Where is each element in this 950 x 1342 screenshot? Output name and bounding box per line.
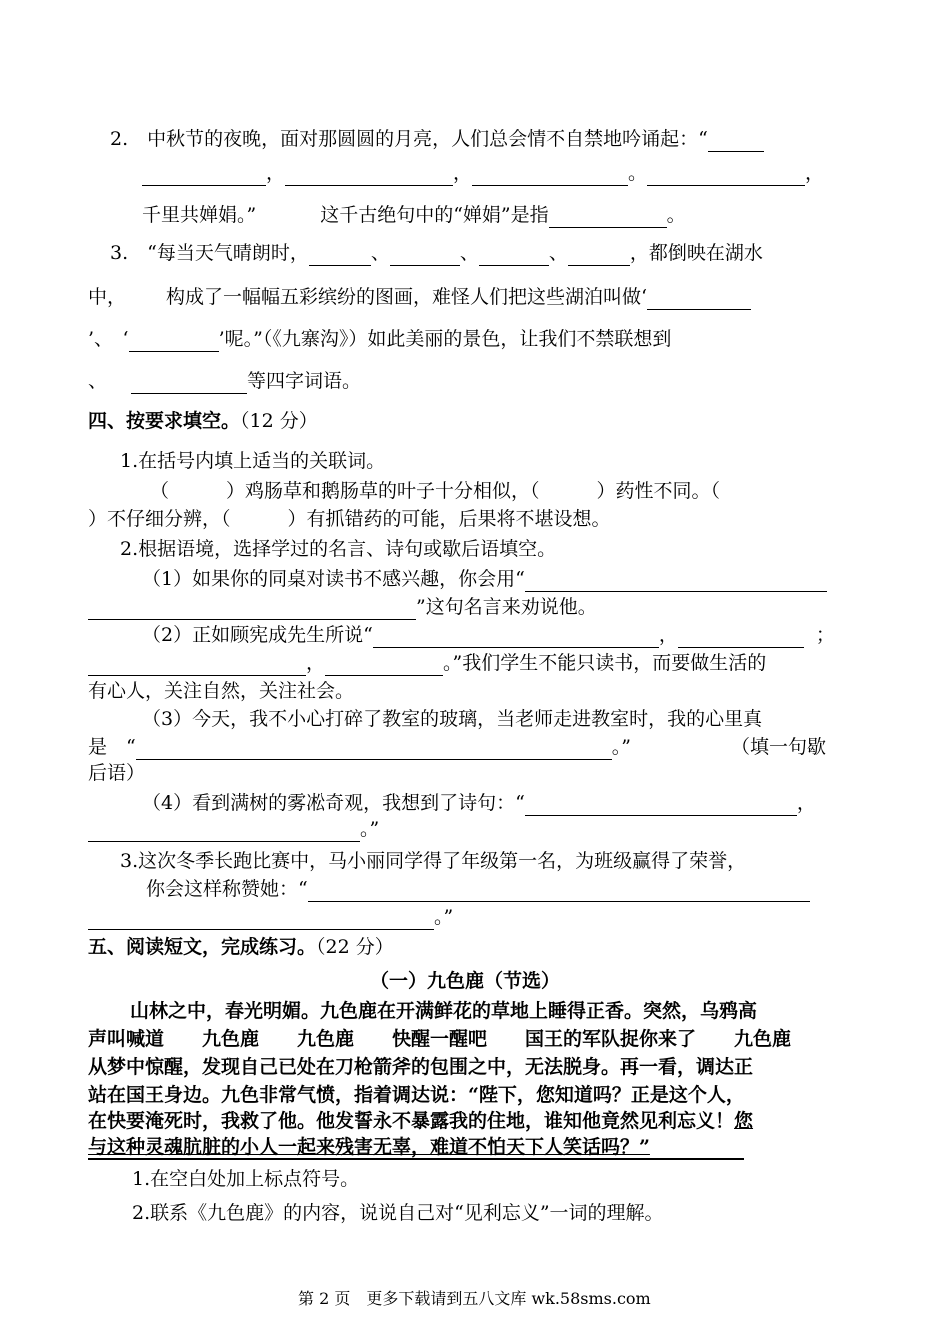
passage-line4: 站在国王身边。九色非常气愤，指着调达说：“陛下，您知道吗？正是这个人，: [88, 1084, 745, 1106]
page-footer: 第 2 页 更多下载请到五八文库 wk.58sms.com: [298, 1289, 651, 1308]
blank[interactable]: [525, 795, 797, 816]
sec4-p3-line3: 后语）: [88, 762, 146, 784]
sec4-p4-line1: （4）看到满树的雾凇奇观，我想到了诗句：“ ，: [142, 792, 816, 814]
blank[interactable]: [285, 165, 453, 186]
blank[interactable]: [373, 627, 659, 648]
q2-line1: 2. 中秋节的夜晚，面对那圆圆的月亮，人们总会情不自禁地吟诵起：“: [110, 126, 764, 152]
blank[interactable]: [309, 245, 371, 266]
sec4-item2: 2.根据语境，选择学过的名言、诗句或歇后语填空。: [120, 538, 557, 560]
sec4-item3-line3: 。”: [88, 904, 453, 930]
blank[interactable]: [525, 571, 827, 592]
sec5-question2: 2.联系《九色鹿》的内容，说说自己对“见利忘义”一词的理解。: [132, 1202, 664, 1224]
sec4-p1-line1: （1）如果你的同桌对读书不感兴趣，你会用“: [142, 566, 827, 592]
blank[interactable]: [88, 821, 360, 842]
blank[interactable]: [479, 245, 549, 266]
sec4-p2-line3: 有心人，关注自然，关注社会。: [88, 680, 355, 702]
blank[interactable]: [142, 165, 266, 186]
q2-line3: 千里共婵娟。” 这千古绝句中的“婵娟”是指 。: [142, 204, 686, 226]
passage-line3: 从梦中惊醒，发现自己已处在刀枪箭斧的包围之中，无法脱身。再一看，调达正: [88, 1056, 754, 1078]
blank[interactable]: [88, 599, 416, 620]
sec4-p2-line1: （2）正如顾宪成先生所说“ ， ；: [142, 624, 835, 646]
blank[interactable]: [129, 331, 219, 352]
blank[interactable]: [708, 131, 764, 152]
section-4-title: 四、按要求填空。（12 分）: [88, 410, 318, 432]
blank[interactable]: [549, 207, 667, 228]
sec4-p4-line2: 。”: [88, 816, 379, 842]
blank[interactable]: [325, 655, 443, 676]
blank[interactable]: [390, 245, 460, 266]
passage-title: （一）九色鹿（节选）: [370, 970, 561, 992]
sec4-item3-line2: 你会这样称赞她：“: [146, 876, 810, 902]
passage-line1: 山林之中，春光明媚。九色鹿在开满鲜花的草地上睡得正香。突然，乌鸦高: [130, 1000, 758, 1022]
blank[interactable]: [678, 627, 804, 648]
blank[interactable]: [308, 881, 810, 902]
blank[interactable]: [136, 739, 612, 760]
sec4-p3-line2: 是 “ 。” （填一句歇: [88, 736, 826, 758]
sec4-item1: 1.在括号内填上适当的关联词。: [120, 450, 386, 472]
sec4-item3-line1: 3.这次冬季长跑比赛中，马小丽同学得了年级第一名，为班级赢得了荣誉，: [120, 850, 747, 872]
blank[interactable]: [88, 655, 306, 676]
q3-line4: 、 等四字词语。: [88, 370, 362, 392]
q3-line2: 中， 构成了一幅幅五彩缤纷的图画，难怪人们把这些湖泊叫做‘: [88, 284, 751, 310]
blank[interactable]: [647, 165, 805, 186]
blank[interactable]: [568, 245, 630, 266]
section-5-title: 五、阅读短文，完成练习。（22 分）: [88, 936, 394, 958]
blank[interactable]: [131, 373, 247, 394]
sec4-p2-line2: ， 。”我们学生不能只读书，而要做生活的: [88, 650, 766, 676]
passage-line5: 在快要淹死时，我救了他。他发誓永不暴露我的住地，谁知他竟然见利忘义！您: [88, 1110, 754, 1132]
sec4-p3-line1: （3）今天，我不小心打碎了教室的玻璃，当老师走进教室时，我的心里真: [142, 708, 763, 730]
sec4-item1-line1: （ ）鸡肠草和鹅肠草的叶子十分相似，（ ）药性不同。（: [150, 480, 721, 502]
sec4-p1-line2: ”这句名言来劝说他。: [88, 594, 597, 620]
q3-line3: ’、 ‘ ’呢。”（《九寨沟》）如此美丽的景色，让我们不禁联想到: [88, 328, 672, 350]
blank[interactable]: [472, 165, 628, 186]
q2-line2: ， ， 。 ，: [142, 160, 824, 186]
blank[interactable]: [647, 289, 751, 310]
passage-line6: 与这种灵魂肮脏的小人一起来残害无辜，难道不怕天下人笑话吗？”: [88, 1136, 650, 1158]
q3-line1: 3. “每当天气晴朗时， 、 、 、 ，都倒映在湖水: [110, 242, 763, 264]
sec5-question1: 1.在空白处加上标点符号。: [132, 1168, 360, 1190]
passage-bottom-rule: [88, 1158, 744, 1160]
sec4-item1-line2: ）不仔细分辨，（ ）有抓错药的可能，后果将不堪设想。: [88, 508, 611, 530]
blank[interactable]: [88, 909, 434, 930]
passage-line2: 声叫喊道 九色鹿 九色鹿 快醒一醒吧 国王的军队捉你来了 九色鹿: [88, 1028, 792, 1050]
